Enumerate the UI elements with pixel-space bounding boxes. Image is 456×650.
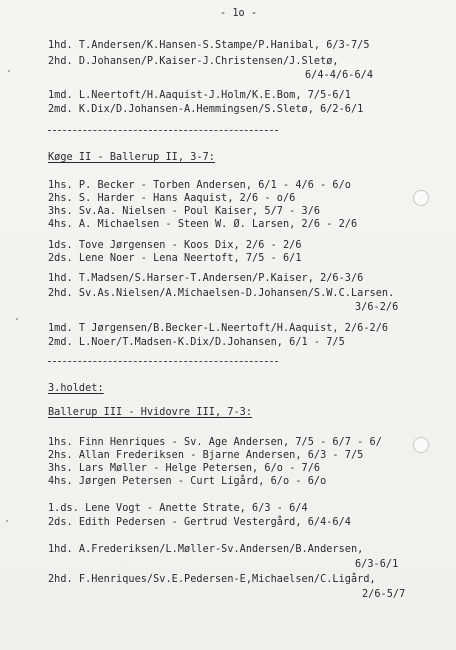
result-line: 1hd. A.Frederiksen/L.Møller-Sv.Andersen/B.Andersen, [48, 544, 364, 555]
result-line: 3hs. Lars Møller - Helge Petersen, 6/o - 7/6 [48, 463, 321, 474]
result-line-continued: 2/6-5/7 [362, 589, 406, 600]
result-line: 1md. T Jørgensen/B.Becker-L.Neertoft/H.Aaquist, 2/6-2/6 [48, 323, 389, 334]
section-title: 3.holdet: [48, 383, 104, 394]
result-line: 1hd. T.Andersen/K.Hansen-S.Stampe/P.Hanibal, 6/3-7/5 [48, 40, 370, 51]
result-line: 2hs. S. Harder - Hans Aaquist, 2/6 - o/6 [48, 193, 296, 204]
result-line: 2md. K.Dix/D.Johansen-A.Hemmingsen/S.Sletø, 6/2-6/1 [48, 104, 364, 115]
result-line: 1hs. Finn Henriques - Sv. Age Andersen, 7/5 - 6/7 - 6/ [48, 437, 382, 448]
result-line: 2hd. Sv.As.Nielsen/A.Michaelsen-D.Johansen/S.W.C.Larsen. [48, 288, 395, 299]
result-line: 4hs. Jørgen Petersen - Curt Ligård, 6/o - 6/o [48, 476, 327, 487]
result-line: 3hs. Sv.Aa. Nielsen - Poul Kaiser, 5/7 - 3/6 [48, 206, 321, 217]
result-line: 2ds. Lene Noer - Lena Neertoft, 7/5 - 6/1 [48, 253, 302, 264]
result-line-continued: 6/3-6/1 [355, 559, 399, 570]
result-line: 2ds. Edith Pedersen - Gertrud Vestergård, 6/4-6/4 [48, 517, 351, 528]
paper-speck [8, 70, 10, 72]
match-title: Ballerup III - Hvidovre III, 7-3: [48, 407, 253, 418]
separator-rule [48, 361, 278, 362]
result-line: 4hs. A. Michaelsen - Steen W. Ø. Larsen, 2/6 - 2/6 [48, 219, 358, 230]
result-line: 2hd. D.Johansen/P.Kaiser-J.Christensen/J.Sletø, [48, 56, 339, 67]
result-line: 1ds. Tove Jørgensen - Koos Dix, 2/6 - 2/6 [48, 240, 302, 251]
result-line: 1hd. T.Madsen/S.Harser-T.Andersen/P.Kaiser, 2/6-3/6 [48, 273, 364, 284]
paper-speck [16, 318, 18, 320]
page-number: - 1o - [220, 8, 258, 19]
result-line: 2md. L.Noer/T.Madsen-K.Dix/D.Johansen, 6/1 - 7/5 [48, 337, 345, 348]
paper-speck [6, 520, 8, 522]
punch-hole [413, 190, 429, 206]
result-line-continued: 6/4-4/6-6/4 [305, 70, 374, 81]
match-title: Køge II - Ballerup II, 3-7: [48, 152, 215, 163]
result-line: 2hs. Allan Frederiksen - Bjarne Andersen, 6/3 - 7/5 [48, 450, 364, 461]
separator-rule [48, 130, 278, 131]
result-line: 1.ds. Lene Vogt - Anette Strate, 6/3 - 6/4 [48, 503, 308, 514]
result-line: 1hs. P. Becker - Torben Andersen, 6/1 - 4/6 - 6/o [48, 180, 351, 191]
result-line: 2hd. F.Henriques/Sv.E.Pedersen-E,Michaelsen/C.Ligård, [48, 574, 376, 585]
result-line-continued: 3/6-2/6 [355, 302, 399, 313]
result-line: 1md. L.Neertoft/H.Aaquist-J.Holm/K.E.Bom, 7/5-6/1 [48, 90, 351, 101]
punch-hole [413, 437, 429, 453]
